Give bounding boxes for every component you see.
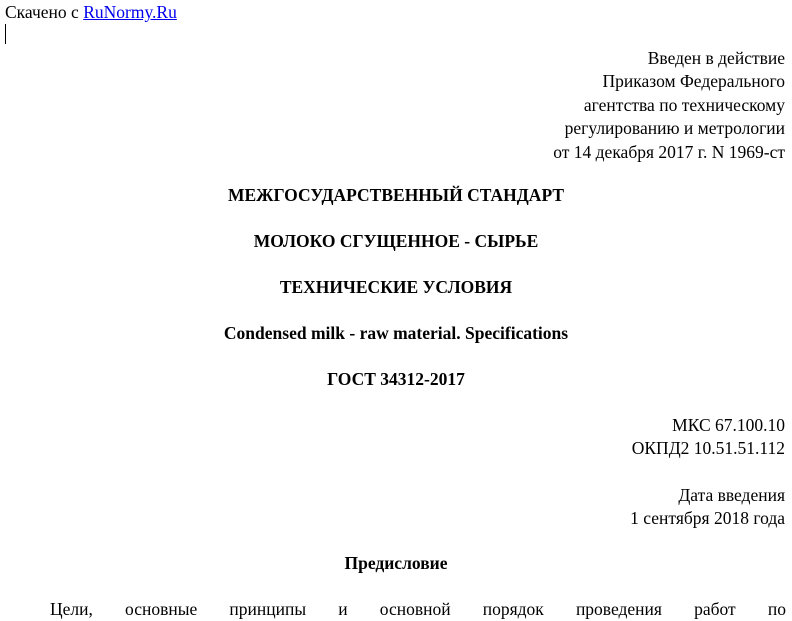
paragraph-word: по [767,599,786,619]
product-title: МОЛОКО СГУЩЕННОЕ - СЫРЬЕ [253,231,539,251]
effective-date-block [630,484,785,531]
downloaded-from-note [5,2,177,22]
paragraph-word: и [338,599,348,619]
paragraph-word: основной [379,599,451,619]
paragraph-word: основные [125,599,198,619]
enactment-line: Приказом Федерального [602,71,785,92]
effective-date-value: 1 сентября 2018 года [630,508,785,529]
classification-block [632,414,785,461]
paragraph-word: принципы [229,599,307,619]
paragraph-word: Цели, [50,599,93,619]
enactment-line: агентства по техническому [583,94,785,115]
enactment-line: регулированию и метрологии [564,118,785,139]
mks-code: МКС 67.100.10 [672,415,785,435]
paragraph-word: проведения [575,599,662,619]
paragraph-word: работ [694,599,736,619]
effective-date-label: Дата введения [678,485,785,505]
conditions-title: ТЕХНИЧЕСКИЕ УСЛОВИЯ [279,277,513,297]
english-title: Condensed milk - raw material. Specifications [223,323,569,343]
enactment-line: от 14 декабря 2017 г. N 1969-ст [553,141,785,162]
preface-paragraph-line [50,598,786,620]
standard-type-title: МЕЖГОСУДАРСТВЕННЫЙ СТАНДАРТ [227,185,565,205]
okpd2-code: ОКПД2 10.51.51.112 [631,438,785,459]
runormy-link[interactable]: RuNormy.Ru [83,2,177,22]
preface-heading: Предисловие [344,553,448,573]
text-cursor [5,24,6,44]
gost-code: ГОСТ 34312-2017 [327,369,465,389]
enactment-line: Введен в действие [647,48,785,68]
downloaded-prefix: Скачено с [5,2,79,22]
enactment-block [553,47,785,164]
paragraph-word: порядок [482,599,544,619]
